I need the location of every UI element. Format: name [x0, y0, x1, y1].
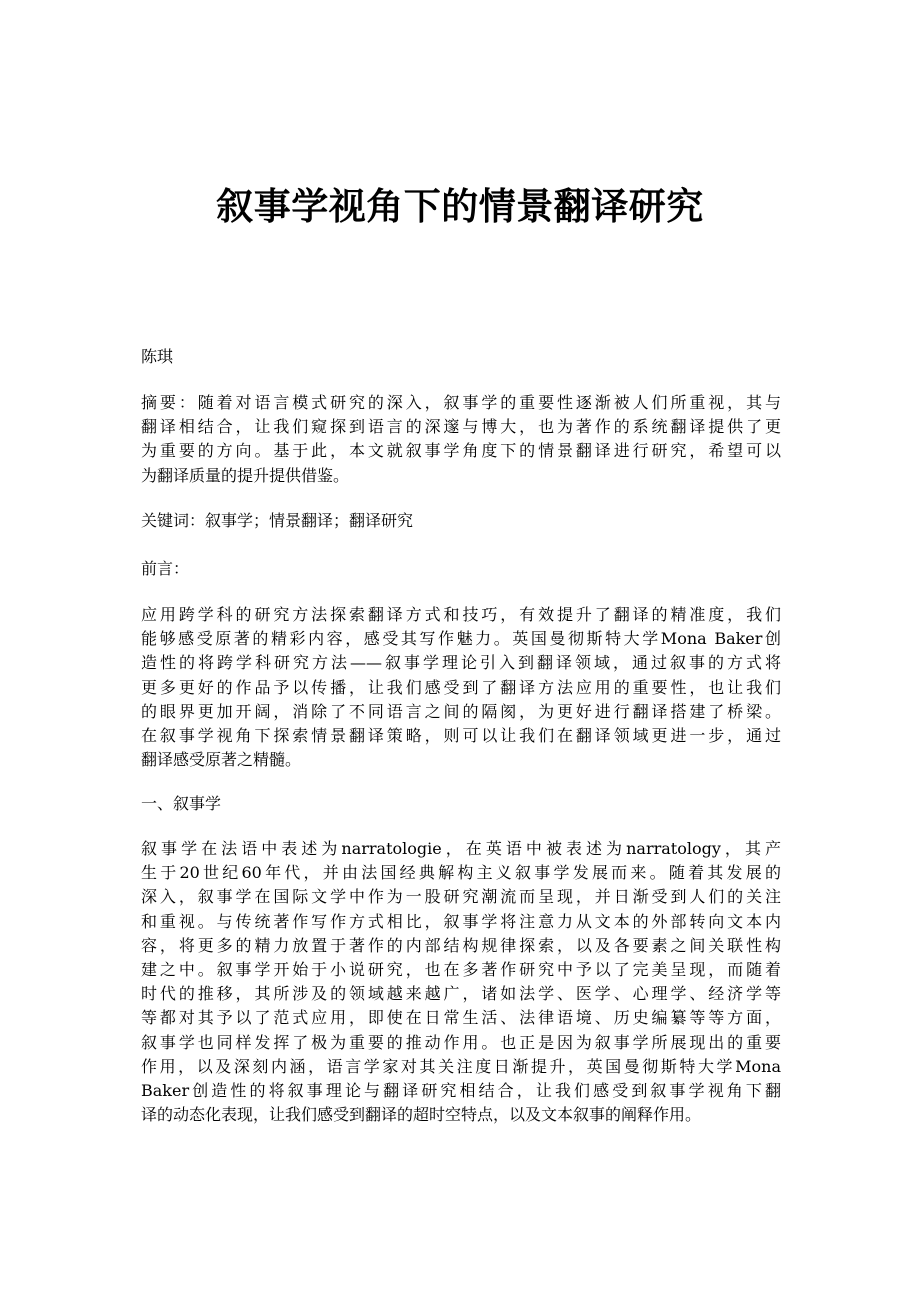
section-line: 时代的推移，其所涉及的领域越来越广，诸如法学、医学、心理学、经济学等 [141, 984, 781, 1004]
section-line: 等都对其予以了范式应用，即使在日常生活、法律语境、历史编纂等等方面， [141, 1008, 781, 1028]
section-line: 叙事学也同样发挥了极为重要的推动作用。也正是因为叙事学所展现出的重要 [141, 1032, 781, 1052]
preface-line: 更多更好的作品予以传播，让我们感受到了翻译方法应用的重要性，也让我们 [141, 677, 781, 697]
section-line: 容，将更多的精力放置于著作的内部结构规律探索，以及各要素之间关联性构 [141, 935, 781, 955]
section-line: 译的动态化表现，让我们感受到翻译的超时空特点，以及文本叙事的阐释作用。 [141, 1105, 702, 1125]
document-title: 叙事学视角下的情景翻译研究 [216, 184, 704, 228]
section-line: 和重视。与传统著作写作方式相比，叙事学将注意力从文本的外部转向文本内 [141, 911, 781, 931]
abstract-line: 摘要：随着对语言模式研究的深入，叙事学的重要性逐渐被人们所重视，其与 [141, 393, 781, 412]
abstract-line: 为翻译质量的提升提供借鉴。 [141, 465, 350, 485]
section-paragraph [141, 837, 781, 1127]
section-line: 生于20世纪60年代，并由法国经典解构主义叙事学发展而来。随着其发展的 [141, 863, 781, 883]
abstract-paragraph [141, 391, 781, 488]
section-line: 作用，以及深刻内涵，语言学家对其关注度日渐提升，英国曼彻斯特大学Mona [141, 1056, 781, 1076]
section-line: 叙事学在法语中表述为narratologie，在英语中被表述为narratology，其产 [141, 839, 781, 858]
abstract-line: 为重要的方向。基于此，本文就叙事学角度下的情景翻译进行研究，希望可以 [141, 441, 781, 461]
preface-heading: 前言： [141, 559, 190, 578]
preface-line: 的眼界更加开阔，消除了不同语言之间的隔阂，为更好进行翻译搭建了桥梁。 [141, 701, 781, 721]
author-name: 陈琪 [141, 347, 174, 366]
preface-line: 在叙事学视角下探索情景翻译策略，则可以让我们在翻译领域更进一步，通过 [141, 726, 781, 746]
preface-line: 应用跨学科的研究方法探索翻译方式和技巧，有效提升了翻译的精准度，我们 [141, 605, 781, 624]
preface-line: 翻译感受原著之精髓。 [141, 750, 302, 770]
section-line: Baker创造性的将叙事理论与翻译研究相结合，让我们感受到叙事学视角下翻 [141, 1081, 781, 1101]
preface-line: 能够感受原著的精彩内容，感受其写作魅力。英国曼彻斯特大学Mona Baker创 [141, 629, 781, 649]
abstract-line: 翻译相结合，让我们窥探到语言的深邃与博大，也为著作的系统翻译提供了更 [141, 417, 781, 437]
keywords-line: 关键词：叙事学；情景翻译；翻译研究 [141, 511, 414, 530]
section-line: 深入，叙事学在国际文学中作为一股研究潮流而呈现，并日渐受到人们的关注 [141, 887, 781, 907]
section-heading: 一、叙事学 [141, 794, 222, 813]
preface-line: 造性的将跨学科研究方法——叙事学理论引入到翻译领域，通过叙事的方式将 [141, 653, 781, 673]
preface-paragraph [141, 603, 781, 772]
section-line: 建之中。叙事学开始于小说研究，也在多著作研究中予以了完美呈现，而随着 [141, 960, 781, 980]
